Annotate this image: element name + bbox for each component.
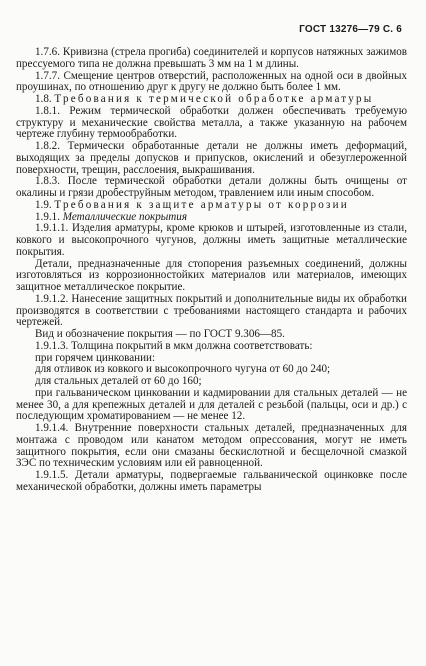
page-header: ГОСТ 13276—79 С. 6 [299,24,402,35]
paragraph: 1.9.1.4. Внутренние поверхности стальных деталей, предназначенных для монтажа с проводом или канатом методом опрессования, могут не иметь защитного покрытия, если они смазаны бескислотной и бесщелочной смазкой ЗЭС по техническим условиям или ей равноценной. [16,422,407,470]
paragraph: 1.8.3. После термической обработки детали должны быть очищены от окалины и грязи дробеструйным методом, травлением или иным способом. [16,175,407,199]
heading-number: 1.9. [35,198,52,211]
heading-number: 1.9.1. [35,210,60,223]
paragraph: для отливок из ковкого и высокопрочного чугуна от 60 до 240; [35,363,331,376]
paragraph: при гальваническом цинковании и кадмировании для стальных деталей — не менее 30, а для крепежных деталей и для деталей с резьбой (пальцы, оси и др.) с последующим хроматированием — не менее 12. [16,386,407,423]
heading-text: Требования к термической обработке арматуры [54,93,374,105]
paragraph: 1.7.6. Кривизна (стрела прогиба) соединителей и корпусов натяжных зажимов прессуемого типа не должна превышать 3 мм на 1 м длины. [16,46,407,70]
paragraph: 1.9.1.5. Детали арматуры, подвергаемые гальванической оцинковке после механической обработки, должны иметь параметры [16,469,407,493]
paragraph: 1.8.1. Режим термической обработки должен обеспечивать требуемую структуру и механические свойства металла, а также указанную на рабочем чертеже глубину термообработки. [16,104,407,141]
document-body [16,47,407,494]
paragraph: Вид и обозначение покрытия — по ГОСТ 9.306—85. [35,328,285,340]
paragraph: для стальных деталей от 60 до 160; [35,375,202,387]
paragraph: Детали, предназначенные для стопорения разъемных соединений, должны изготовляться из коррозионностойких материалов или материалов, имеющих защитное металлическое покрытие. [16,257,407,293]
paragraph: 1.7.7. Смещение центров отверстий, расположенных на одной оси в двойных проушинах, по отношению друг к другу не должно быть более 1 мм. [16,69,407,94]
paragraph: 1.9.1.2. Нанесение защитных покрытий и дополнительные виды их обработки производятся в соответствии с требованиями настоящего стандарта и рабочих чертежей. [16,292,407,329]
heading-number: 1.8. [35,93,52,105]
heading-text: Металлические покрытия [62,210,188,223]
paragraph: 1.9.1.1. Изделия арматуры, кроме крюков и штырей, изготовленные из стали, ковкого и высокопрочного чугунов, должны иметь защитные металлические покрытия. [16,222,407,258]
paragraph: 1.9.1.3. Толщина покрытий в мкм должна соответствовать: [35,339,313,352]
section-heading [16,94,407,106]
paragraph: 1.8.2. Термически обработанные детали не должны иметь деформаций, выходящих за пределы допусков и припусков, окислений и обезуглероженной поверхности, трещин, расслоения, выкрашивания. [16,140,407,176]
paragraph: при горячем цинковании: [35,351,156,364]
heading-text: Требования к защите арматуры от коррозии [54,198,349,211]
